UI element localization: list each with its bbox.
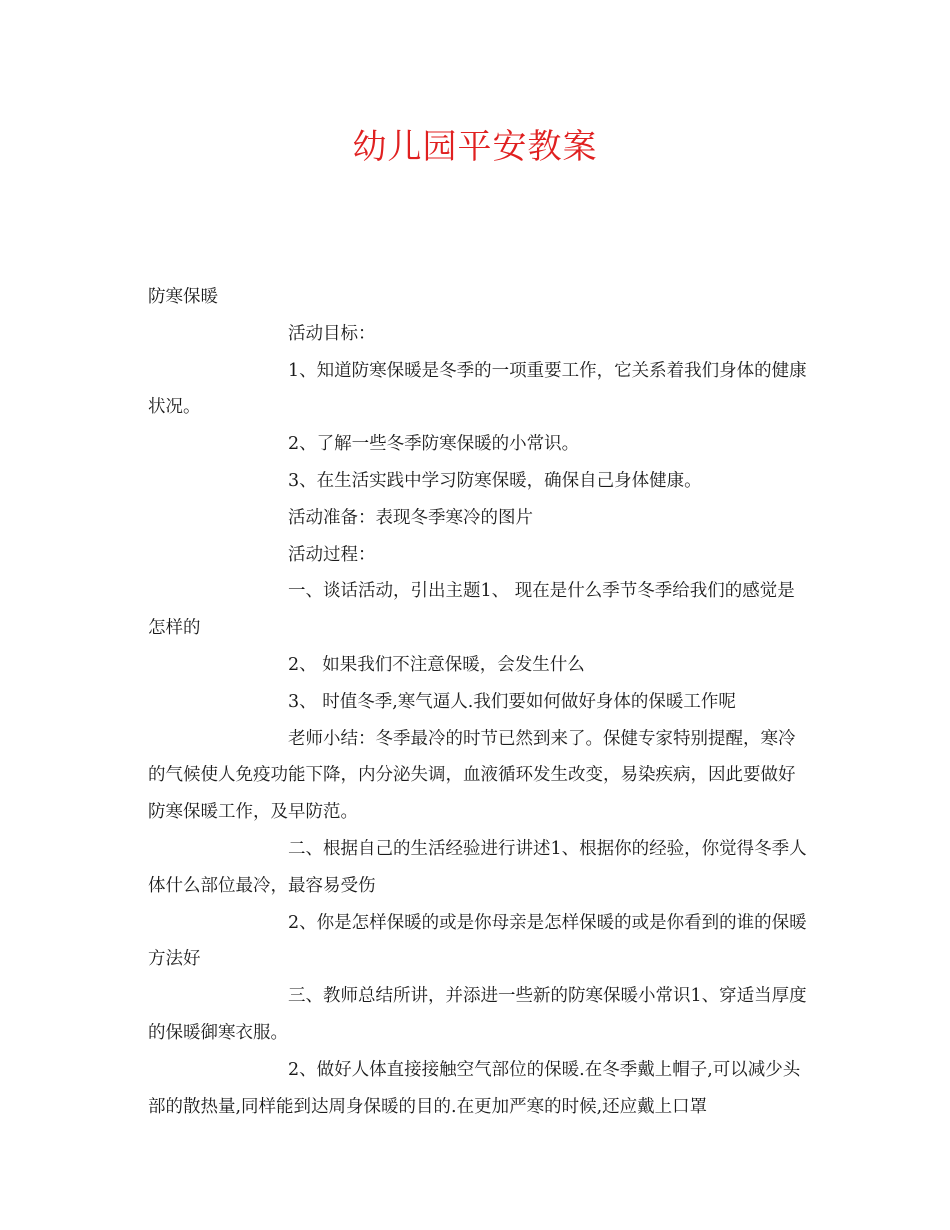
paragraph-step-2: 二、根据自己的生活经验进行讲述1、根据你的经验，你觉得冬季人体什么部位最冷，最容易受伤 <box>148 838 807 896</box>
paragraph-teacher-summary: 老师小结：冬季最冷的时节已然到来了。保健专家特别提醒，寒冷的气候使人免疫功能下降，内分泌失调，血液循环发生改变，易染疾病，因此要做好防寒保暖工作，及早防范。 <box>148 728 796 823</box>
paragraph-step-2-q2: 2、你是怎样保暖的或是你母亲是怎样保暖的或是你看到的谁的保暖方法好 <box>148 912 807 970</box>
paragraph-step-3-tip-2: 2、做好人体直接接触空气部位的保暖.在冬季戴上帽子,可以减少头部的散热量,同样能到达周身保暖的目的.在更加严寒的时候,还应戴上口罩 <box>148 1059 801 1117</box>
paragraph-preparation: 活动准备：表现冬季寒冷的图片 <box>288 507 533 528</box>
paragraph-objective-3: 3、在生活实践中学习防寒保暖，确保自己身体健康。 <box>288 470 702 491</box>
paragraph-objectives-label: 活动目标： <box>288 323 376 344</box>
section-heading: 防寒保暖 <box>148 287 218 307</box>
paragraph-step-1-q2: 2、 如果我们不注意保暖，会发生什么 <box>288 654 585 675</box>
paragraph-step-1: 一、谈话活动，引出主题1、 现在是什么季节冬季给我们的感觉是怎样的 <box>148 581 795 639</box>
paragraph-step-1-q3: 3、 时值冬季,寒气逼人.我们要如何做好身体的保暖工作呢 <box>288 691 736 712</box>
paragraph-objective-2: 2、了解一些冬季防寒保暖的小常识。 <box>288 434 580 455</box>
paragraph-objective-1: 1、知道防寒保暖是冬季的一项重要工作，它关系着我们身体的健康状况。 <box>148 360 807 418</box>
paragraph-step-3: 三、教师总结所讲，并添进一些新的防寒保暖小常识1、穿适当厚度的保暖御寒衣服。 <box>148 986 807 1043</box>
document-body <box>148 279 808 1125</box>
page-title: 幼儿园平安教案 <box>352 127 598 167</box>
paragraph-process-label: 活动过程： <box>288 544 376 565</box>
